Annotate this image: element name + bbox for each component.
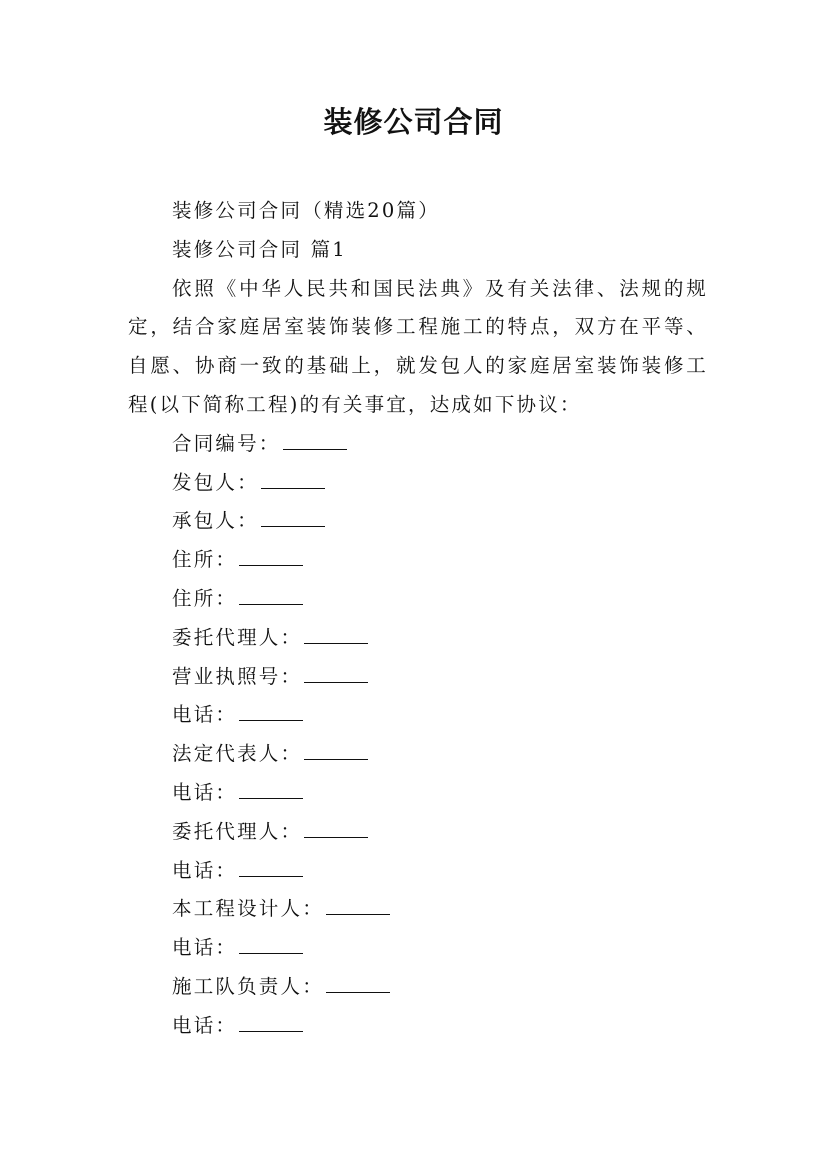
field-phone-1 <box>128 696 708 735</box>
blank-line <box>304 835 368 838</box>
blank-line <box>239 718 303 721</box>
field-label: 本工程设计人： <box>172 897 324 921</box>
document-body <box>128 192 708 1046</box>
field-phone-5 <box>128 1007 708 1046</box>
field-label: 电话： <box>172 936 238 960</box>
blank-line <box>261 524 325 527</box>
field-label: 住所： <box>172 586 238 610</box>
blank-line <box>239 951 303 954</box>
blank-line <box>239 1029 303 1032</box>
field-label: 法定代表人： <box>172 742 303 766</box>
blank-line <box>304 757 368 760</box>
blank-line <box>304 680 368 683</box>
field-phone-4 <box>128 929 708 968</box>
field-phone-2 <box>128 774 708 813</box>
field-label: 承包人： <box>172 509 259 533</box>
blank-line <box>304 641 368 644</box>
blank-line <box>261 486 325 489</box>
field-label: 电话： <box>172 1013 238 1037</box>
section-heading: 装修公司合同 篇1 <box>172 237 347 261</box>
blank-line <box>239 796 303 799</box>
field-label: 住所： <box>172 548 238 572</box>
blank-line <box>326 912 390 915</box>
blank-line <box>283 447 347 450</box>
field-agent-1 <box>128 619 708 658</box>
blank-line <box>239 874 303 877</box>
field-label: 施工队负责人： <box>172 974 324 998</box>
blank-line <box>239 602 303 605</box>
field-designer <box>128 890 708 929</box>
subtitle-line: 装修公司合同（精选20篇） <box>172 199 440 222</box>
field-license-number <box>128 658 708 697</box>
field-label: 电话： <box>172 858 238 882</box>
field-label: 委托代理人： <box>172 625 303 649</box>
blank-line <box>239 563 303 566</box>
field-label: 营业执照号： <box>172 664 303 688</box>
field-label: 电话： <box>172 703 238 727</box>
field-label: 发包人： <box>172 470 259 494</box>
field-label: 委托代理人： <box>172 819 303 843</box>
field-label: 电话： <box>172 780 238 804</box>
field-legal-representative <box>128 735 708 774</box>
field-label: 合同编号： <box>172 431 281 455</box>
intro-paragraph: 依照《中华人民共和国民法典》及有关法律、法规的规定，结合家庭居室装饰装修工程施工的特点，双方在平等、自愿、协商一致的基础上，就发包人的家庭居室装饰装修工程(以下简称工程)的有关事宜，达成如下协议： <box>128 276 708 416</box>
document-title: 装修公司合同 <box>323 105 504 139</box>
field-phone-3 <box>128 852 708 891</box>
field-contract-number <box>128 425 708 464</box>
field-address-1 <box>128 541 708 580</box>
field-agent-2 <box>128 813 708 852</box>
blank-line <box>326 990 390 993</box>
field-team-leader <box>128 968 708 1007</box>
field-contractor <box>128 502 708 541</box>
field-employer <box>128 464 708 503</box>
field-address-2 <box>128 580 708 619</box>
